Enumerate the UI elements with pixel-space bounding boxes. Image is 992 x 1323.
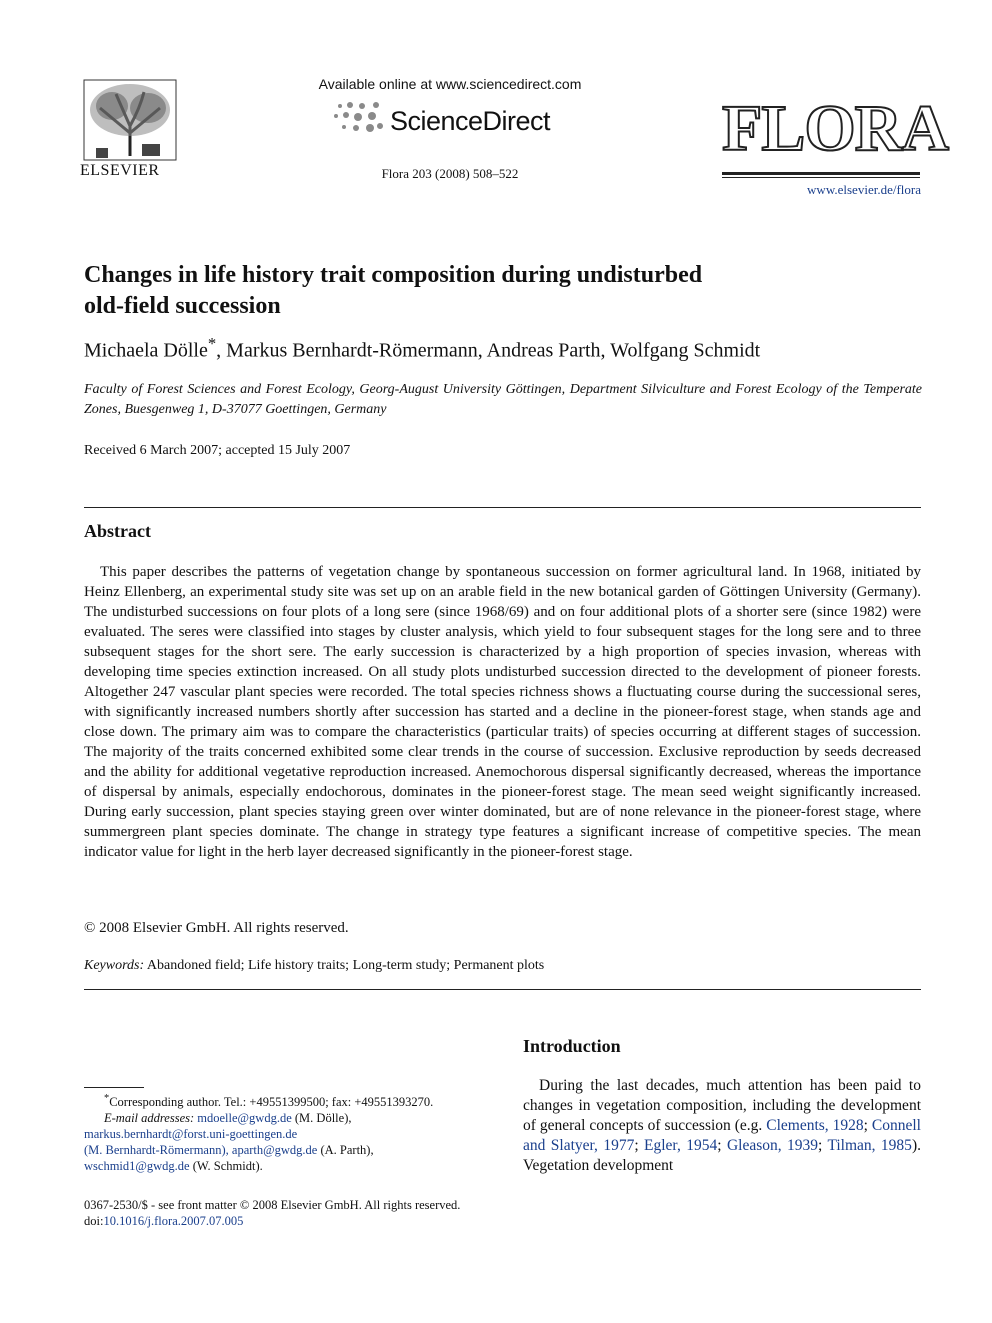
corresponding-author: Michaela Dölle xyxy=(84,339,208,362)
journal-url[interactable]: www.elsevier.de/flora xyxy=(807,182,921,197)
intro-text: During the last decades, much attention has been paid to changes in vegetation composition, including the development of general concepts of succession (e.g. xyxy=(523,1077,921,1134)
co-authors: , Markus Bernhardt-Römermann, Andreas Parth, Wolfgang Schmidt xyxy=(216,339,761,362)
logo-rule xyxy=(722,177,920,178)
front-matter xyxy=(84,1197,514,1229)
corresponding-info: Corresponding author. Tel.: +49551399500; fax: +49551393270. xyxy=(109,1095,434,1110)
affiliation: Faculty of Forest Sciences and Forest Ecology, Georg-August University Göttingen, Department Silviculture and Forest Ecology of the Temperate Zones, Buesgenweg 1, D-37077 Goettingen, Germany xyxy=(84,382,922,417)
reference-link[interactable]: Egler, 1954 xyxy=(644,1137,718,1154)
publisher-name: ELSEVIER xyxy=(80,162,160,179)
title-line: Changes in life history trait composition during undisturbed xyxy=(84,262,703,288)
footnote-mark: * xyxy=(104,1093,110,1104)
introduction-heading: Introduction xyxy=(523,1036,621,1056)
doi-label: doi: xyxy=(84,1214,104,1228)
keywords xyxy=(84,958,544,974)
journal-citation: Flora 203 (2008) 508–522 xyxy=(381,166,519,181)
copyright: © 2008 Elsevier GmbH. All rights reserved. xyxy=(84,920,349,936)
available-online-text: Available online at www.sciencedirect.com xyxy=(318,76,582,92)
email-link[interactable]: markus.bernhardt@forst.uni-goettingen.de xyxy=(84,1127,298,1142)
reference-link[interactable]: Tilman, 1985 xyxy=(827,1137,912,1154)
email-link[interactable]: wschmid1@gwdg.de xyxy=(84,1159,190,1174)
reference-link[interactable]: Clements, 1928 xyxy=(766,1117,864,1134)
article-title xyxy=(84,260,844,322)
issn-line: 0367-2530/$ - see front matter © 2008 Elsevier GmbH. All rights reserved. xyxy=(84,1198,461,1212)
email-label: E-mail addresses: xyxy=(104,1111,195,1126)
corresponding-mark: * xyxy=(207,334,217,353)
sciencedirect-dots-icon xyxy=(330,100,390,138)
divider xyxy=(84,989,921,990)
email-owner: (M. Dölle), xyxy=(291,1111,352,1126)
introduction-text: During the last decades, much attention has been paid to changes in vegetation composition, including the development of general concepts of succession (e.g. Clements, 1928; Connell and Slatyer, 1977; Egler, 1954; Gleason, 1939; Tilman, 1985). Vegetation development xyxy=(523,1077,921,1174)
divider xyxy=(84,507,921,508)
abstract-text: This paper describes the patterns of vegetation change by spontaneous succession on former agricultural land. In 1968, initiated by Heinz Ellenberg, an experimental study site was set up on an arable field in the new botanical garden of Göttingen University (Germany). The undisturbed successions on four plots of a long sere (since 1968/69) and on four additional plots of a shorter sere (since 1982) were evaluated. The seres were classified into stages by cluster analysis, which yield to four subsequent stages for the long sere and to three subsequent stages for the short sere. The early succession is characterized by a high proportion of species invasion, whereas with developing time species extinction increased. On all study plots undisturbed succession directed to the development of pioneer forests. Altogether 247 vascular plant species were recorded. The total species richness shows a fluctuating course during the successional seres, with significantly increased numbers shortly after succession has started and a decline in the pioneer-forest stage, when stands age and close down. The primary aim was to compare the characteristics (particular traits) of species occurring at different stages of succession. The majority of the traits concerned exhibited some clear trends in the course of succession. Exclusive reproduction by seeds decreased and the ability for additional vegetative reproduction increased. Anemochorous dispersal significantly decreased, whereas the importance of dispersal by animals, especially endochorous, dominates in the pioneer-forest stage. The mean seed weight significantly increased. During early succession, plant species staying green over winter dominated, but are of none relevance in the pioneer-forest stage, where summergreen plant species dominate. The change in strategy type features a significant increase of competitive species. The mean indicator value for light in the herb layer decreased significantly in the pioneer-forest stage. xyxy=(84,564,921,860)
logo-rule xyxy=(722,172,920,175)
email-link[interactable]: aparth@gwdg.de xyxy=(231,1143,318,1158)
journal-url-link[interactable] xyxy=(722,182,921,198)
intro-text: ). Vegetation development xyxy=(523,1137,921,1174)
email-owner: (W. Schmidt). xyxy=(189,1159,263,1174)
reference-link[interactable]: Gleason, 1939 xyxy=(726,1137,819,1154)
received-dates: Received 6 March 2007; accepted 15 July 2007 xyxy=(84,443,351,458)
keywords-list: Abandoned field; Life history traits; Long-term study; Permanent plots xyxy=(146,958,545,973)
abstract-heading: Abstract xyxy=(84,521,151,541)
sciencedirect-logo: ScienceDirect xyxy=(390,106,551,136)
footnote xyxy=(84,1091,504,1174)
title-line: old-field succession xyxy=(84,293,281,319)
reference-link[interactable]: Connell and Slatyer, 1977 xyxy=(523,1117,921,1154)
footnote-rule xyxy=(84,1087,144,1088)
email-link[interactable]: mdoelle@gwdg.de xyxy=(197,1111,292,1126)
email-owner: (M. Bernhardt-Römermann), xyxy=(84,1143,229,1158)
author-list xyxy=(84,334,924,363)
email-owner: (A. Parth), xyxy=(317,1143,374,1158)
keywords-label: Keywords: xyxy=(84,958,145,973)
doi-link[interactable]: 10.1016/j.flora.2007.07.005 xyxy=(103,1214,244,1228)
flora-journal-logo: FLORA xyxy=(722,92,948,165)
